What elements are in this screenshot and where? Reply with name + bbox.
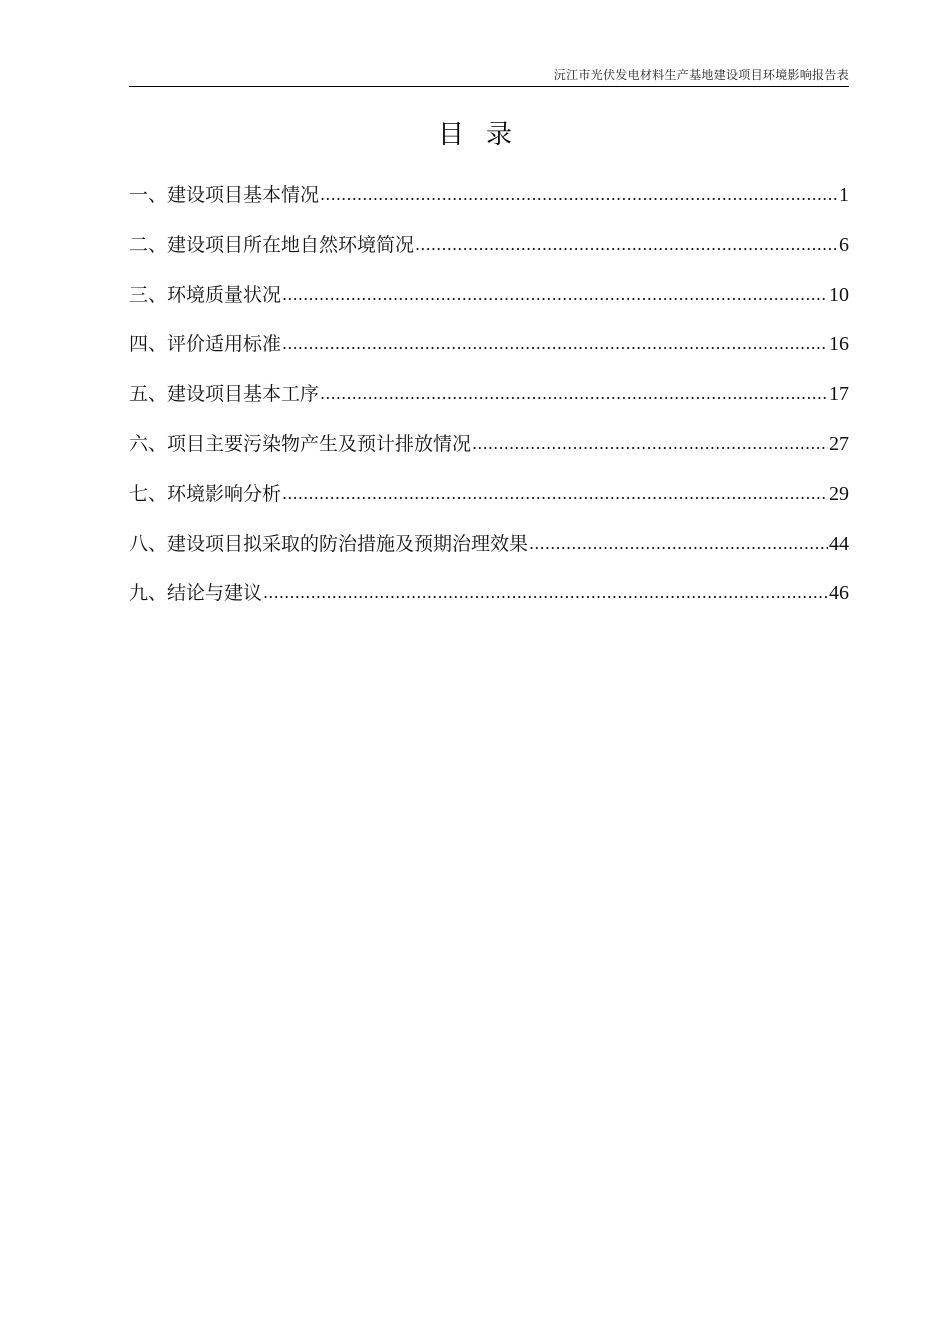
- toc-entry[interactable]: [129, 379, 849, 429]
- dot-leader: [472, 432, 828, 454]
- toc-entry[interactable]: [129, 280, 849, 330]
- toc-entry-label: 八、建设项目拟采取的防治措施及预期治理效果: [129, 532, 529, 555]
- toc-entry-label: 七、环境影响分析: [129, 482, 282, 505]
- toc-entry[interactable]: [129, 578, 849, 628]
- toc-entry[interactable]: [129, 230, 849, 280]
- toc-entry-page: 17: [829, 383, 849, 406]
- toc-entry-page: 46: [829, 582, 849, 605]
- header-title: 沅江市光伏发电材料生产基地建设项目环境影响报告表: [553, 68, 849, 82]
- toc-entry[interactable]: [129, 479, 849, 529]
- toc-list: [129, 180, 849, 628]
- toc-entry-page: 6: [839, 233, 849, 256]
- toc-entry-label: 九、结论与建议: [129, 582, 263, 605]
- toc-title: 目录: [437, 120, 534, 150]
- toc-entry-page: 16: [829, 333, 849, 356]
- dot-leader: [263, 581, 828, 603]
- toc-entry-page: 44: [829, 532, 849, 555]
- dot-leader: [415, 233, 838, 255]
- toc-entry-label: 四、评价适用标准: [129, 333, 282, 356]
- toc-entry-page: 29: [829, 482, 849, 505]
- toc-entry-label: 一、建设项目基本情况: [129, 184, 320, 206]
- toc-entry-label: 六、项目主要污染物产生及预计排放情况: [129, 432, 472, 455]
- toc-entry-page: 10: [829, 283, 849, 306]
- dot-leader: [320, 382, 828, 404]
- dot-leader: [529, 532, 828, 554]
- toc-entry[interactable]: [129, 429, 849, 479]
- page-header: [129, 66, 849, 87]
- toc-entry-label: 三、环境质量状况: [129, 283, 282, 306]
- dot-leader: [282, 332, 828, 354]
- toc-entry[interactable]: [129, 180, 849, 230]
- toc-entry[interactable]: [129, 329, 849, 379]
- toc-entry[interactable]: [129, 529, 849, 579]
- dot-leader: [282, 482, 828, 504]
- toc-entry-page: 27: [829, 432, 849, 455]
- toc-entry-page: 1: [839, 184, 849, 206]
- toc-entry-label: 二、建设项目所在地自然环境简况: [129, 233, 415, 256]
- dot-leader: [282, 283, 828, 305]
- dot-leader: [320, 183, 838, 205]
- toc-entry-label: 五、建设项目基本工序: [129, 383, 320, 406]
